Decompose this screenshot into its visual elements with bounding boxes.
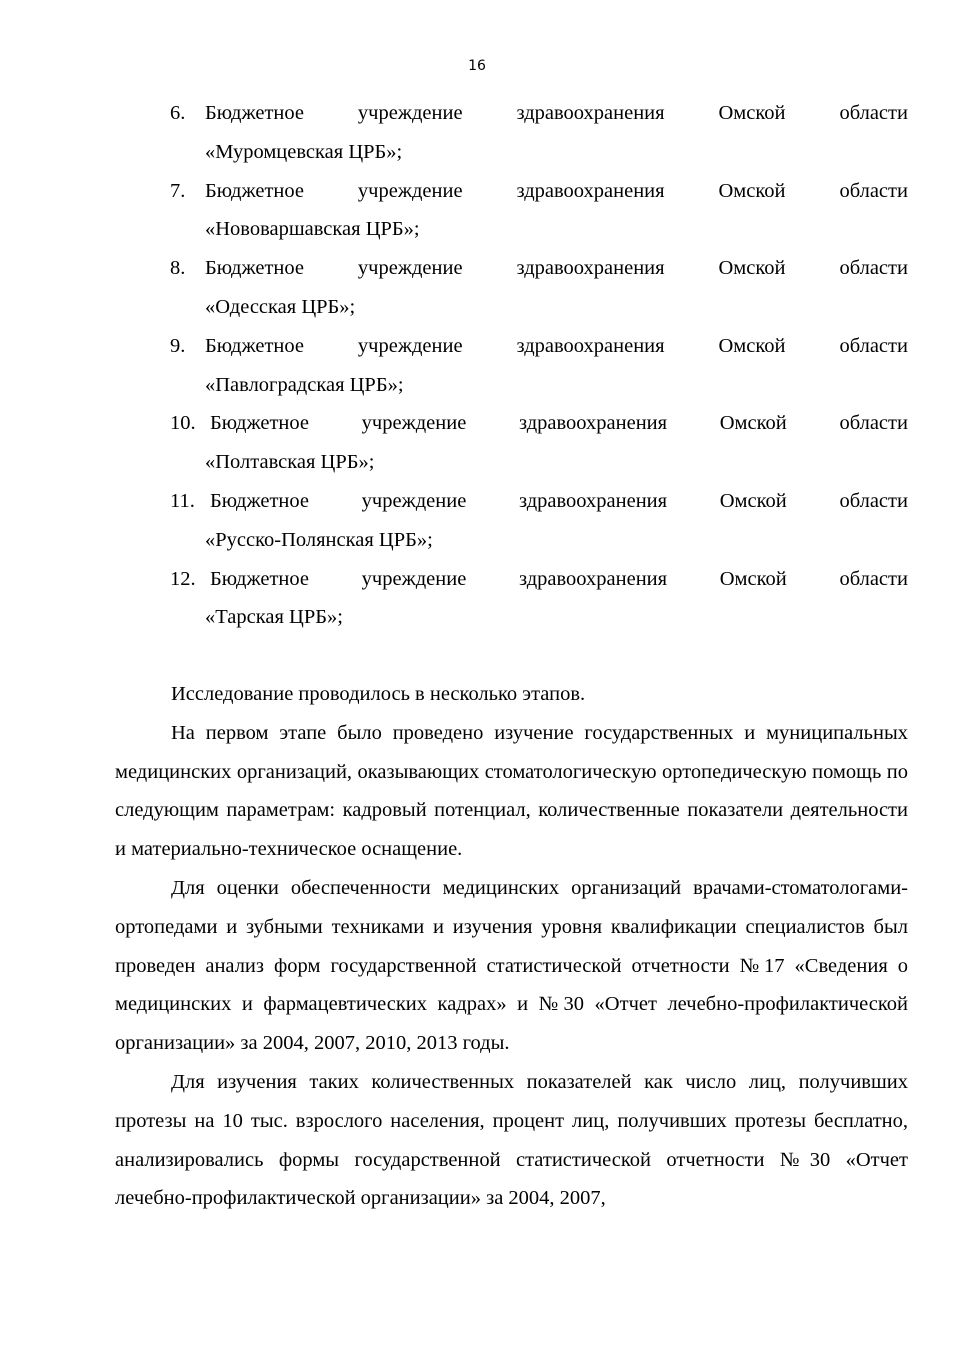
list-item-number: 7. [170, 179, 186, 202]
list-item-word: Омской [719, 567, 787, 590]
list-item-word: Омской [718, 257, 786, 280]
list-item-word: здравоохранения [519, 412, 668, 435]
list-item-word: Омской [718, 334, 786, 357]
list-item-word: учреждение [361, 412, 467, 435]
list-item-word: учреждение [357, 257, 463, 280]
list-item-word: области [839, 489, 908, 512]
list-item [170, 172, 908, 250]
list-item-number: 10. [170, 412, 196, 435]
list-item-number: 8. [170, 257, 186, 280]
body-text [115, 675, 908, 1218]
list-item-title [170, 249, 908, 288]
paragraph: Для оценки обеспеченности медицинских организаций врачами-стоматологами-ортопедами и зубными техниками и изучения уровня квалификации специалистов был проведен анализ форм государственной статистической отчетности №17 «Сведения о медицинских и фармацевтических кадрах» и №30 «Отчет лечебно-профилактической организации» за 2004, 2007, 2010, 2013 годы. [115, 876, 908, 1055]
list-item-number: 12. [170, 567, 196, 590]
list-item [170, 94, 908, 172]
page-number: 16 [468, 58, 486, 74]
list-item-word: области [839, 257, 908, 280]
list-item-name: «Павлоградская ЦРБ»; [205, 373, 404, 396]
list-item-word: области [839, 179, 908, 202]
list-item-name: «Русско-Полянская ЦРБ»; [205, 528, 433, 551]
list-item-word: области [839, 567, 908, 590]
list-item-word: здравоохранения [516, 257, 665, 280]
list-item-name: «Тарская ЦРБ»; [205, 606, 343, 629]
list-item-word: здравоохранения [516, 179, 665, 202]
list-item [170, 327, 908, 405]
list-item-word: учреждение [357, 334, 463, 357]
list-item-word: учреждение [357, 102, 463, 124]
list-item-word: области [839, 102, 908, 124]
institution-list [170, 94, 908, 637]
list-item-title [170, 560, 908, 599]
list-item-word: учреждение [361, 489, 467, 512]
list-item-name: «Одесская ЦРБ»; [205, 295, 356, 318]
list-item-name: «Муромцевская ЦРБ»; [205, 140, 403, 163]
list-item-word: Омской [718, 179, 786, 202]
paragraph: Исследование проводилось в несколько этапов. [171, 683, 586, 705]
list-item-title [170, 327, 908, 366]
list-item-number: 11. [170, 489, 195, 512]
list-item-word: Бюджетное [205, 257, 304, 280]
list-item-word: Бюджетное [205, 179, 304, 202]
list-item-word: Бюджетное [210, 567, 309, 590]
list-item-word: здравоохранения [516, 334, 665, 357]
list-item-word: здравоохранения [519, 489, 668, 512]
list-item-title [170, 172, 908, 211]
list-item-word: Бюджетное [210, 489, 309, 512]
list-item-word: Омской [719, 489, 787, 512]
list-item [170, 560, 908, 638]
list-item [170, 482, 908, 560]
list-item [170, 404, 908, 482]
list-item-name: «Полтавская ЦРБ»; [205, 451, 375, 474]
paragraph: Для изучения таких количественных показателей как число лиц, получивших протезы на 10 тыс. взрослого населения, процент лиц, получивших протезы бесплатно, анализировались формы государственной статистической отчетности №30 «Отчет лечебно-профилактической организации» за 2004, 2007, [115, 1070, 908, 1210]
list-item-word: области [839, 412, 908, 435]
list-item-word: здравоохранения [519, 567, 668, 590]
list-item-word: здравоохранения [516, 102, 665, 124]
list-item-word: Бюджетное [205, 334, 304, 357]
paragraph: На первом этапе было проведено изучение государственных и муниципальных медицинских организаций, оказывающих стоматологическую ортопедическую помощь по следующим параметрам: кадровый потенциал, количественные показатели деятельности и материально-техническое оснащение. [115, 721, 908, 861]
list-item-title [170, 94, 908, 133]
list-item-word: учреждение [361, 567, 467, 590]
list-item-number: 6. [170, 102, 186, 124]
list-item-number: 9. [170, 334, 186, 357]
list-item-title [170, 404, 908, 443]
list-item-name: «Нововаршавская ЦРБ»; [205, 218, 420, 241]
list-item-word: Омской [718, 102, 786, 124]
list-item-word: Бюджетное [205, 102, 304, 124]
list-item-title [170, 482, 908, 521]
list-item-word: Бюджетное [210, 412, 309, 435]
list-item-word: учреждение [357, 179, 463, 202]
list-item-word: области [839, 334, 908, 357]
list-item-word: Омской [719, 412, 787, 435]
list-item [170, 249, 908, 327]
